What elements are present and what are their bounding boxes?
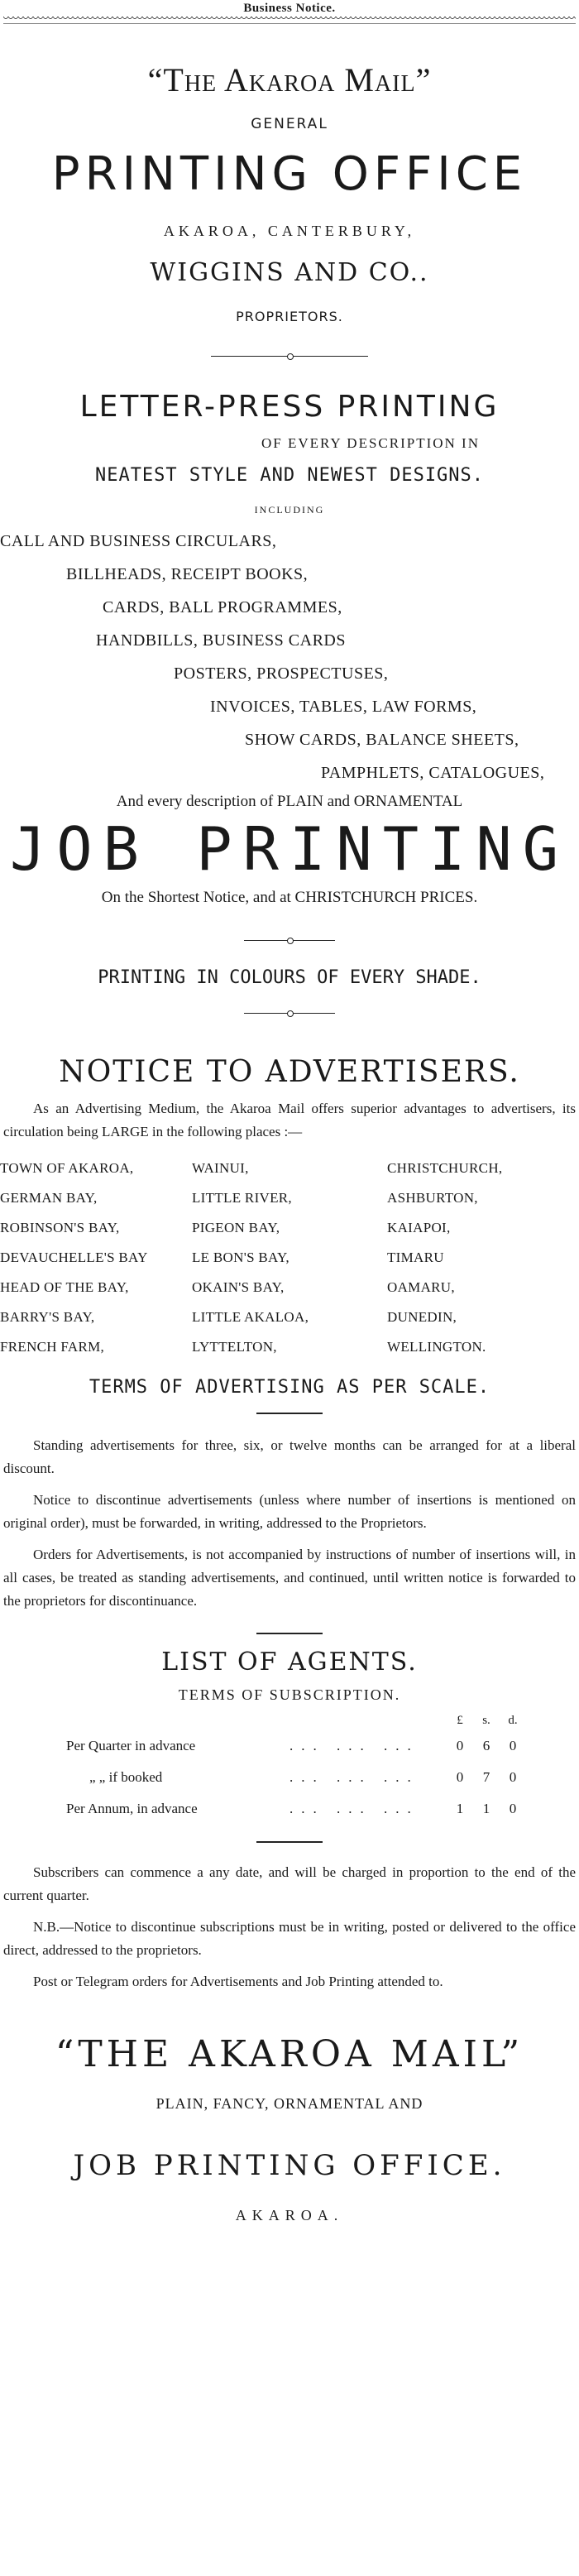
short-rule bbox=[256, 1633, 323, 1634]
masthead-firm: WIGGINS AND CO.. bbox=[150, 258, 429, 287]
advertisers-heading: NOTICE TO ADVERTISERS. bbox=[59, 1055, 520, 1089]
pounds-cell: 0 bbox=[456, 1769, 464, 1785]
town: ROBINSON'S BAY, bbox=[0, 1220, 120, 1235]
list-item: CARDS, BALL PROGRAMMES, bbox=[103, 598, 342, 616]
shillings-cell: 6 bbox=[482, 1738, 490, 1753]
letterpress-and-every: And every description of PLAIN and ORNAMENTAL bbox=[116, 793, 463, 810]
table-row bbox=[66, 1762, 579, 1793]
town: OAMARU, bbox=[387, 1279, 455, 1295]
short-rule bbox=[256, 1413, 323, 1414]
advertisers-intro: As an Advertising Medium, the Akaroa Mail offers superior advantages to advertisers, its circulation being LARGE in the following places :— bbox=[3, 1101, 576, 1139]
town: KAIAPOI, bbox=[387, 1220, 451, 1235]
pence-head: d. bbox=[508, 1714, 518, 1727]
shortest-notice: On the Shortest Notice, and at CHRISTCHURCH PRICES. bbox=[101, 889, 478, 906]
town: LITTLE AKALOA, bbox=[192, 1309, 309, 1325]
shillings-cell: 7 bbox=[482, 1769, 490, 1785]
list-item: HANDBILLS, BUSINESS CARDS bbox=[96, 631, 346, 650]
table-row bbox=[66, 1793, 579, 1825]
masthead-proprietors: PROPRIETORS. bbox=[236, 309, 343, 324]
town: WELLINGTON. bbox=[387, 1339, 486, 1355]
pounds-cell: 1 bbox=[456, 1801, 464, 1816]
subscription-table bbox=[66, 1710, 579, 1825]
ornament-rule bbox=[211, 356, 368, 357]
subscription-terms: TERMS OF SUBSCRIPTION. bbox=[178, 1686, 401, 1703]
towns-table bbox=[0, 1154, 579, 1362]
list-item: BILLHEADS, RECEIPT BOOKS, bbox=[66, 565, 309, 583]
town: GERMAN BAY, bbox=[0, 1190, 98, 1206]
row-dots: ... ... ... bbox=[290, 1769, 419, 1785]
advertising-terms: TERMS OF ADVERTISING AS PER SCALE. bbox=[89, 1377, 490, 1398]
town: HEAD OF THE BAY, bbox=[0, 1279, 129, 1295]
row-dots: ... ... ... bbox=[290, 1738, 419, 1753]
pence-cell: 0 bbox=[509, 1769, 517, 1785]
ornament-rule bbox=[244, 1013, 335, 1014]
town: LITTLE RIVER, bbox=[192, 1190, 292, 1206]
masthead-printing-office: PRINTING OFFICE bbox=[51, 147, 528, 201]
pounds-cell: 0 bbox=[456, 1738, 464, 1753]
town: TIMARU bbox=[387, 1250, 444, 1265]
subscription-head-row bbox=[66, 1710, 579, 1730]
letterpress-including: INCLUDING bbox=[254, 504, 325, 516]
shillings-cell: 1 bbox=[482, 1801, 490, 1816]
agents-paragraph: Subscribers can commence a any date, and will be charged in proportion to the end of the current quarter. bbox=[3, 1864, 576, 1903]
shillings-head: s. bbox=[482, 1714, 490, 1727]
row-label: Per Annum, in advance bbox=[66, 1801, 198, 1816]
agents-paragraph: N.B.—Notice to discontinue subscriptions must be in writing, posted or delivered to the office direct, addressed to the proprietors. bbox=[3, 1919, 576, 1958]
letterpress-heading: LETTER-PRESS PRINTING bbox=[79, 390, 500, 424]
town: CHRISTCHURCH, bbox=[387, 1160, 503, 1176]
list-item: SHOW CARDS, BALANCE SHEETS, bbox=[245, 731, 519, 749]
list-item: CALL AND BUSINESS CIRCULARS, bbox=[0, 532, 277, 550]
town: FRENCH FARM, bbox=[0, 1339, 105, 1355]
town: PIGEON BAY, bbox=[192, 1220, 280, 1235]
footer-job-office: JOB PRINTING OFFICE. bbox=[73, 2149, 506, 2182]
agents-paragraph: Post or Telegram orders for Advertisements and Job Printing attended to. bbox=[33, 1974, 443, 1989]
masthead-title: “The Akaroa Mail” bbox=[147, 61, 432, 98]
pence-cell: 0 bbox=[509, 1801, 517, 1816]
row-label: Per Quarter in advance bbox=[66, 1738, 196, 1753]
letterpress-neatest: NEATEST STYLE AND NEWEST DESIGNS. bbox=[94, 465, 485, 486]
advertisers-paragraph: Standing advertisements for three, six, or twelve months can be arranged for at a liberal discount. bbox=[3, 1437, 576, 1476]
town: WAINUI, bbox=[192, 1160, 249, 1176]
advertisers-paragraph: Notice to discontinue advertisements (unless where number of insertions is mentioned on original order), must be forwarded, in writing, addressed to the Proprietors. bbox=[3, 1492, 576, 1531]
list-item: POSTERS, PROSPECTUSES, bbox=[174, 664, 389, 683]
footer-plain: PLAIN, FANCY, ORNAMENTAL AND bbox=[156, 2095, 423, 2112]
masthead-general: GENERAL bbox=[251, 116, 328, 132]
letterpress-of-every: OF EVERY DESCRIPTION IN bbox=[261, 435, 480, 451]
row-label: „ „ if booked bbox=[89, 1769, 163, 1785]
row-dots: ... ... ... bbox=[290, 1801, 419, 1816]
footer-akaroa: AKAROA. bbox=[235, 2207, 344, 2223]
town: TOWN OF AKAROA, bbox=[0, 1160, 134, 1176]
short-rule bbox=[256, 1841, 323, 1843]
table-row bbox=[66, 1730, 579, 1762]
town: LYTTELTON, bbox=[192, 1339, 277, 1355]
pounds-head: £ bbox=[457, 1714, 463, 1727]
town: ASHBURTON, bbox=[387, 1190, 478, 1206]
footer-title: “THE AKAROA MAIL” bbox=[55, 2033, 524, 2075]
agents-heading: LIST OF AGENTS. bbox=[161, 1648, 418, 1677]
town: DUNEDIN, bbox=[387, 1309, 457, 1325]
town: LE BON'S BAY, bbox=[192, 1250, 290, 1265]
town: OKAIN'S BAY, bbox=[192, 1279, 285, 1295]
advertisers-paragraph: Orders for Advertisements, is not accompanied by instructions of number of insertions will, in all cases, be treated as standing advertisements, and continued, until written notice is forwarded to the proprietors for discontinuance. bbox=[3, 1547, 576, 1609]
ornament-rule bbox=[244, 940, 335, 941]
running-head: Business Notice. bbox=[243, 2, 336, 15]
wavy-rule bbox=[3, 17, 576, 24]
list-item: INVOICES, TABLES, LAW FORMS, bbox=[210, 698, 477, 716]
town: BARRY'S BAY, bbox=[0, 1309, 95, 1325]
list-item: PAMPHLETS, CATALOGUES, bbox=[321, 764, 545, 782]
town: DEVAUCHELLE'S BAY bbox=[0, 1250, 148, 1265]
service-list bbox=[0, 525, 579, 789]
pence-cell: 0 bbox=[509, 1738, 517, 1753]
colours-line: PRINTING IN COLOURS OF EVERY SHADE. bbox=[98, 967, 481, 988]
job-printing-heading: JOB PRINTING bbox=[9, 814, 570, 884]
masthead-place: AKAROA, CANTERBURY, bbox=[163, 223, 416, 239]
